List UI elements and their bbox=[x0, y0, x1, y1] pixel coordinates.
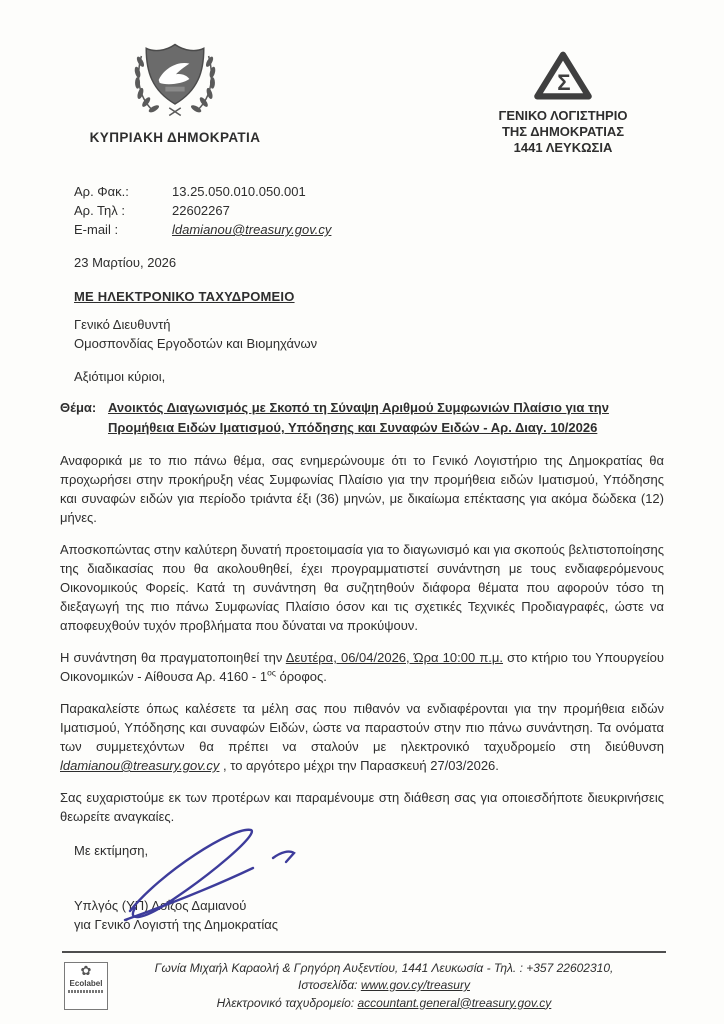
footer-website-link[interactable]: www.gov.cy/treasury bbox=[360, 978, 470, 992]
footer-email-label: Ηλεκτρονικό ταχυδρομείο: bbox=[216, 995, 358, 1010]
signature-block bbox=[60, 860, 664, 896]
paragraph-5: Σας ευχαριστούμε εκ των προτέρων και παραμένουμε στη διάθεση σας για οποιεσδήποτε διευκρινήσεις θεωρείτε αναγκαίες. bbox=[60, 790, 664, 824]
paragraph-3-end: όροφος. bbox=[275, 669, 327, 684]
email-row bbox=[74, 220, 664, 239]
subject-line bbox=[60, 398, 664, 438]
republic-emblem-block bbox=[80, 40, 270, 156]
ecolabel-flower-icon: ✿ bbox=[80, 962, 92, 978]
letterhead bbox=[0, 0, 724, 156]
ordinal-superscript: ος bbox=[267, 667, 276, 678]
footer-address: Γωνία Μιχαήλ Καραολή & Γρηγόρη Αυξεντίου, 1441 Λευκωσία - Τηλ. : +357 22602310, bbox=[154, 960, 614, 975]
salutation: Αξιότιμοι κύριοι, bbox=[74, 369, 166, 384]
paragraph-4-text: Παρακαλείστε όπως καλέσετε τα μέλη σας που πιθανόν να ενδιαφέρονται για την προμήθεια ειδών Ιματισμού, Υπόδησης και συναφών Ειδών, ώστε να παραστούν στην πιο πάνω συνάντηση. Τα ονόματα των συμμετεχόντων θα πρέπει να σταλούν με ηλεκτρονικό ταχυδρομείο στη διεύθυνση bbox=[60, 701, 664, 754]
file-number-label: Αρ. Φακ.: bbox=[74, 184, 129, 199]
paragraph-4 bbox=[60, 699, 664, 775]
paragraph-2: Αποσκοπώντας στην καλύτερη δυνατή προετοιμασία για το διαγωνισμό και για σκοπούς βελτιστοποίησης της διαδικασίας που θα ακολουθηθεί, έχει προγραμματιστεί συνάντηση με τους ενδιαφερόμενους Οικονομικούς Φορείς. Κατά τη συνάντηση θα συζητηθούν διάφορα θέματα που αφορούν τόσο τη διεξαγωγή της πιο πάνω Συμφωνίας Πλαίσιο όσον και τις σχετικές Τεχνικές Προδιαγραφές, ώστε να αποφευχθούν τυχόν προβλήματα που δύναται να προκύψουν. bbox=[60, 542, 664, 633]
recipient-line2: Ομοσπονδίας Εργοδοτών και Βιομηχάνων bbox=[74, 336, 318, 351]
reply-email-link[interactable]: ldamianou@treasury.gov.cy bbox=[60, 758, 220, 773]
reference-block bbox=[60, 182, 664, 239]
paragraph-3 bbox=[60, 648, 664, 686]
agency-name-line1: ΓΕΝΙΚΟ ΛΟΓΙΣΤΗΡΙΟ bbox=[498, 108, 628, 123]
contact-email-link[interactable]: ldamianou@treasury.gov.cy bbox=[172, 222, 332, 237]
closing: Με εκτίμηση, bbox=[74, 843, 149, 858]
telephone-label: Αρ. Τηλ : bbox=[74, 203, 125, 218]
subject-text: Ανοικτός Διαγωνισμός με Σκοπό τη Σύναψη Αριθμού Συμφωνιών Πλαίσιο για την Προμήθεια Ειδών Ιματισμού, Υπόδησης και Συναφών Ειδών - Αρ. Διαγ. 10/2026 bbox=[108, 400, 609, 435]
republic-name: ΚΥΠΡΙΑΚΗ ΔΗΜΟΚΡΑΤΙΑ bbox=[89, 130, 261, 145]
paragraph-4-end: , το αργότερο μέχρι την Παρασκευή 27/03/2026. bbox=[219, 758, 499, 773]
file-number-row bbox=[74, 182, 664, 201]
telephone-value: 22602267 bbox=[172, 203, 230, 218]
footer-email-link[interactable]: accountant.general@treasury.gov.cy bbox=[357, 995, 552, 1010]
footer-website-label: Ιστοσελίδα: bbox=[298, 978, 361, 992]
signer-name: Υπλγός (ΥΠ) Λοΐζος Δαμιανού bbox=[74, 898, 247, 913]
ecolabel-text: Ecolabel bbox=[69, 978, 103, 988]
email-label: E-mail : bbox=[74, 222, 119, 237]
ecolabel-bar bbox=[68, 990, 104, 993]
telephone-row bbox=[74, 201, 664, 220]
recipient-line1: Γενικό Διευθυντή bbox=[74, 317, 171, 332]
ecolabel-logo-icon bbox=[64, 962, 108, 1010]
svg-text:Σ: Σ bbox=[557, 70, 571, 96]
meeting-location: στο κτήριο του Υπουργείου Οικονομικών - Αίθουσα Αρ. 4160 - 1 bbox=[60, 650, 664, 684]
agency-block bbox=[474, 40, 652, 156]
paragraph-3-text: Η συνάντηση θα πραγματοποιηθεί την bbox=[60, 650, 286, 665]
cyprus-coat-of-arms-icon bbox=[80, 40, 270, 120]
agency-postcode: 1441 ΛΕΥΚΩΣΙΑ bbox=[513, 140, 613, 155]
meeting-datetime: Δευτέρα, 06/04/2026, Ώρα 10:00 π.μ. bbox=[285, 650, 504, 665]
paragraph-1: Αναφορικά με το πιο πάνω θέμα, σας ενημερώνουμε ότι το Γενικό Λογιστήριο της Δημοκρατίας θα προχωρήσει στην προκήρυξη νέας Συμφωνίας Πλαίσιο για την προμήθεια ειδών Ιματισμού, Υπόδησης και συναφών ειδών για περίοδο τριάντα έξι (36) μηνών, με δικαίωμα επέκτασης για ακόμα δώδεκα (12) μήνες. bbox=[60, 453, 664, 525]
footer bbox=[62, 951, 666, 1013]
agency-name-line2: ΤΗΣ ΔΗΜΟΚΡΑΤΙΑΣ bbox=[501, 124, 625, 139]
letter-body bbox=[60, 451, 664, 826]
letter-date: 23 Μαρτίου, 2026 bbox=[74, 255, 177, 270]
footer-text bbox=[62, 960, 666, 1013]
footer-website-line bbox=[112, 977, 656, 995]
footer-email-line bbox=[112, 995, 656, 1013]
letter-content bbox=[0, 182, 724, 934]
subject-label: Θέμα: bbox=[60, 400, 97, 415]
signer-title: για Γενικό Λογιστή της Δημοκρατίας bbox=[74, 917, 279, 932]
recipient-block bbox=[60, 315, 664, 353]
file-number-value: 13.25.050.010.050.001 bbox=[172, 184, 306, 199]
treasury-triangle-logo-icon bbox=[474, 48, 652, 104]
delivery-method: ΜΕ ΗΛΕΚΤΡΟΝΙΚΟ ΤΑΧΥΔΡΟΜΕΙΟ bbox=[74, 289, 295, 304]
